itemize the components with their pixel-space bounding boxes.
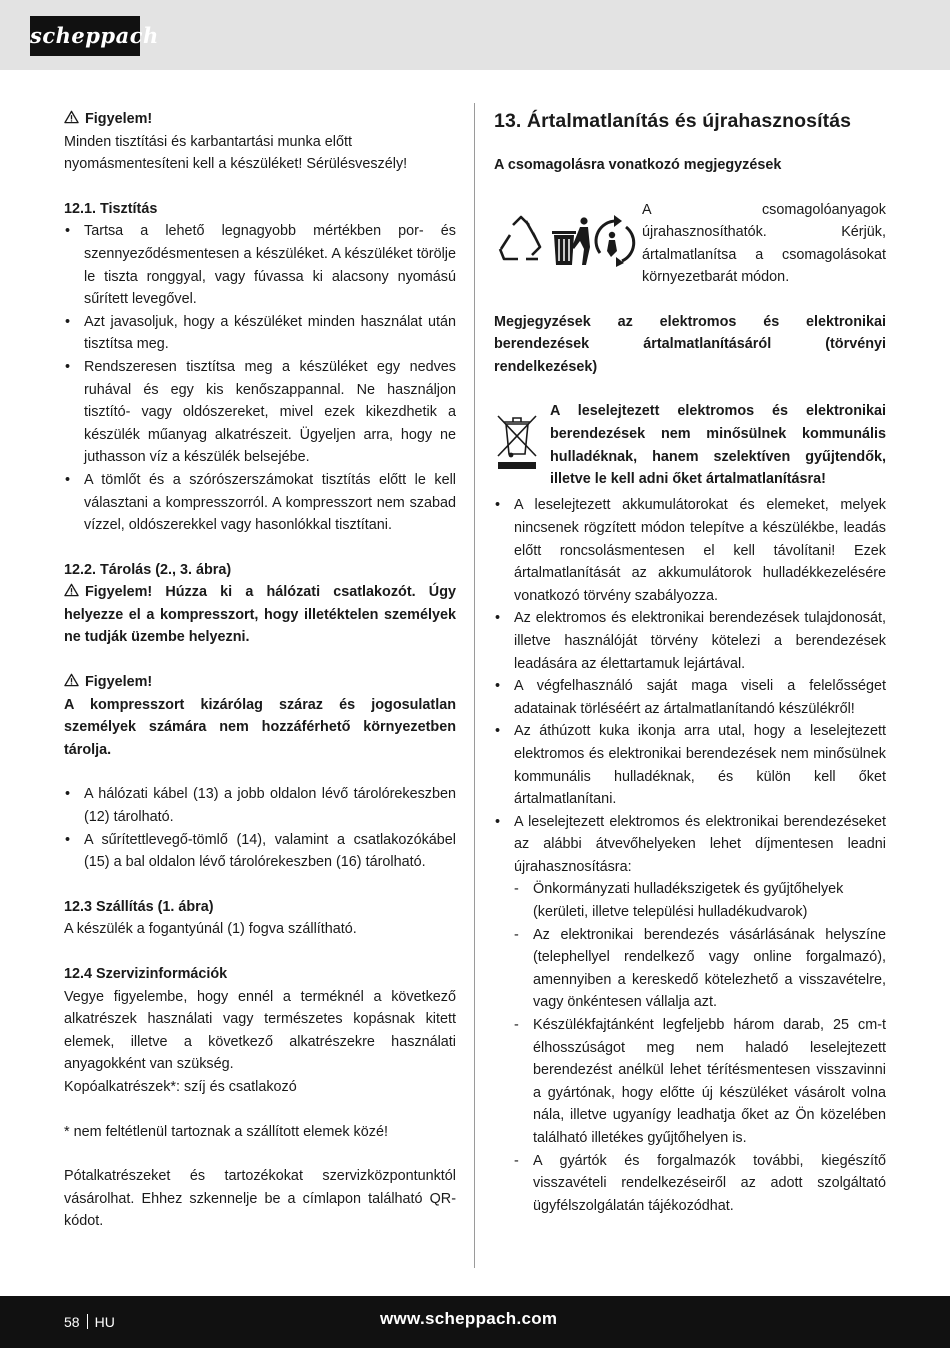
storage-warning: Figyelem! Húzza ki a hálózati csatlakozót. Úgy helyezze el a kompresszort, hogy illetéktelen személyek ne tudják üzembe helyezni. (64, 584, 456, 646)
list-item: • A leselejtezett akkumulátorokat és elemeket, melyek nincsenek rögzített módon telepítve a készülékbe, leadás előtt roncsolásmentesen el kell távolítani! Ezek ártalmatlanítását az akkumulátorok hulladékkezelésére vonatkozó törvény szabályozza. (494, 494, 886, 607)
website-url: www.scheppach.com (380, 1309, 558, 1328)
packaging-title: A csomagolásra vonatkozó megjegyzések (494, 157, 782, 173)
section-12-3-title: 12.3 Szállítás (1. ábra) (64, 898, 214, 915)
left-column (64, 108, 456, 1233)
list-item: • A hálózati kábel (13) a jobb oldalon lévő tárolórekeszben (12) tárolható. (64, 783, 456, 828)
service-text: Vegye figyelembe, hogy ennél a terméknél a következő alkatrészek használati vagy természetes kopásnak kitett elemek, illetve a következő alkatrészekre használati anyagokként van szükség. (64, 988, 456, 1073)
scheppach-logo: scheppach (30, 16, 140, 56)
weee-title: Megjegyzések az elektromos és elektronikai berendezések ártalmatlanításáról (törvényi rendelkezések) (494, 313, 886, 375)
recycling-symbols-icon (496, 211, 636, 269)
warning-heading: Figyelem! (64, 671, 456, 694)
list-item: - Az elektronikai berendezés vásárlásának helyszíne (telephellyel rendelkező vagy online forgalmazó), amennyiben a kereskedő kötelezhető a visszavételre, vagy önkéntesen vállalja azt. (514, 924, 886, 1014)
page-header (0, 0, 950, 70)
section-13-heading: 13. Ártalmatlanítás és újrahasznosítás (494, 110, 852, 132)
list-item: - Készülékfajtánként legfeljebb három darab, 25 cm-t élhosszúságot meg nem haladó leselejtezett berendezést anélkül lehet térítésmentesen visszavinni a gyártónak, hogy előtte új készüléket vásárolt volna nála, illetve ugyanígy leadhatja őket az Ön közelében található illetékes gyűjtőhelyen is. (514, 1014, 886, 1150)
warning-triangle-icon (64, 583, 79, 597)
crossed-out-bin-icon (496, 412, 538, 470)
list-item: - Önkormányzati hulladékszigetek és gyűjtőhelyek (kerületi, illetve települési hulladékudvarok) (514, 878, 886, 923)
list-item: • A tömlőt és a szórószerszámokat tisztítás előtt le kell választani a kompresszorról. A kompresszort nem szabad vízzel, oldószerekkel vagy hasonlókkal tisztítani. (64, 469, 456, 537)
warning-triangle-icon (64, 673, 79, 687)
column-divider (474, 103, 475, 1268)
packaging-text: A csomagolóanyagok újrahasznosíthatók. Kérjük, ártalmatlanítsa a csomagolásokat környezetbarát módon. (642, 201, 886, 286)
weee-warning: A leselejtezett elektromos és elektronikai berendezések nem minősülnek kommunális hulladéknak, hanem szelektíven gyűjtendők, illetve le kell adni őket ártalmatlanításra! (550, 403, 886, 488)
list-item: • A végfelhasználó saját maga viseli a felelősséget adatainak törléséért az ártalmatlanítandó készülékről! (494, 675, 886, 720)
warning-heading: Figyelem! (64, 108, 456, 131)
warning-text: Minden tisztítási és karbantartási munka előtt nyomásmentesíteni kell a készüléket! Sérülésveszély! (64, 133, 408, 173)
section-12-1-title: 12.1. Tisztítás (64, 200, 158, 217)
list-item: • Rendszeresen tisztítsa meg a készüléket egy nedves ruhával és egy kis kenőszappannal. Ne használjon tisztító- vagy oldószereket, mivel ezek kikezdhetik a készülék műanyag alkatrészeit. Ügyeljen arra, hogy ne juthasson víz a készülék belsejébe. (64, 356, 456, 469)
list-item: • Az elektromos és elektronikai berendezések tulajdonosát, illetve használóját törvény kötelezi a berendezések leadására az élettartamuk lejártával. (494, 607, 886, 675)
warning-triangle-icon (64, 110, 79, 124)
section-12-4-title: 12.4 Szervizinformációk (64, 966, 228, 982)
page-number: 58 HU (64, 1314, 115, 1330)
list-item: • A leselejtezett elektromos és elektronikai berendezéseket az alábbi átvevőhelyeken lehet díjmentesen leadni újrahasznosításra: (494, 811, 886, 879)
language-code: HU (94, 1314, 115, 1330)
transport-text: A készülék a fogantyúnál (1) fogva szállítható. (64, 921, 357, 938)
right-column (494, 108, 886, 1217)
collection-points-list (514, 878, 886, 1217)
list-item: • Azt javasoljuk, hogy a készüléket minden használat után tisztítsa meg. (64, 311, 456, 356)
list-item: • Tartsa a lehető legnagyobb mértékben por- és szennyeződésmentesen a készüléket. A készüléket törölje le tiszta ronggyal, vagy fúvassa ki alacsony nyomású sűrített levegővel. (64, 220, 456, 310)
weee-block (494, 403, 886, 494)
spare-parts-text: Pótalkatrészeket és tartozékokat szervizközpontunktól vásárolhat. Ehhez szkennelje be a címlapon található QR-kódot. (64, 1168, 456, 1230)
list-item: • A sűrítettlevegő-tömlő (14), valamint a csatlakozókábel (15) a bal oldalon lévő tárolórekeszben (16) tárolható. (64, 829, 456, 874)
footnote: * nem feltétlenül tartoznak a szállított elemek közé! (64, 1123, 388, 1140)
list-item: - A gyártók és forgalmazók további, kiegészítő visszavételi rendelkezéseiről az adott szolgáltató ügyfélszolgálatán tájékozódhat. (514, 1150, 886, 1218)
packaging-block (494, 201, 886, 311)
section-12-2-title: 12.2. Tárolás (2., 3. ábra) (64, 561, 232, 578)
weee-list (494, 494, 886, 878)
wear-parts-text: Kopóalkatrészek*: szíj és csatlakozó (64, 1078, 297, 1095)
cleaning-list (64, 220, 456, 536)
storage-list (64, 783, 456, 873)
list-item: • Az áthúzott kuka ikonja arra utal, hogy a leselejtezett elektromos és elektronikai berendezések nem minősülnek kommunális hulladéknak, és külön kell őket ártalmatlanítani. (494, 720, 886, 810)
page-footer (0, 1296, 950, 1348)
warning-text: A kompresszort kizárólag száraz és jogosulatlan személyek számára nem hozzáférhető környezetben tárolja. (64, 696, 456, 758)
